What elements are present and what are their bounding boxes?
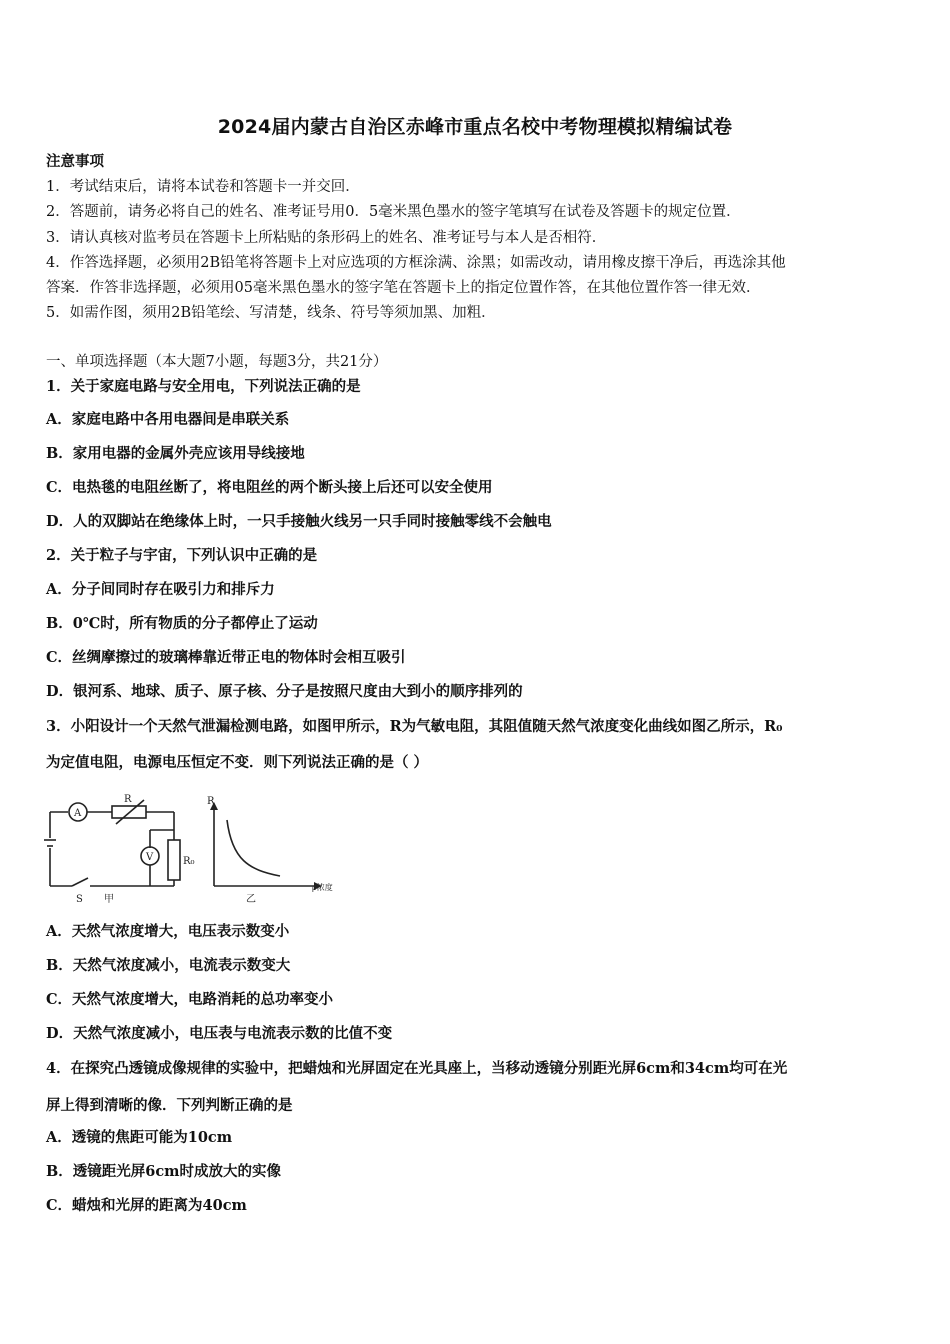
question-option: C．蜡烛和光屏的距离为40cm [46,1197,247,1214]
circuit-figure [44,790,344,910]
question-stem: 4．在探究凸透镜成像规律的实验中，把蜡烛和光屏固定在光具座上，当移动透镜分别距光屏6cm和34cm均可在光 [46,1060,788,1077]
question-option: A．天然气浓度增大，电压表示数变小 [46,923,290,940]
question-stem: 1．关于家庭电路与安全用电，下列说法正确的是 [46,378,361,395]
question-option: A．分子间同时存在吸引力和排斥力 [46,581,275,598]
resistor-r0-symbol [168,840,180,880]
resistor-r0-label: R₀ [183,856,195,867]
resistance-curve [227,820,280,876]
graph-y-label: R [207,796,215,807]
page-title: 2024届内蒙古自治区赤峰市重点名校中考物理模拟精编试卷 [217,116,733,138]
question-option: C．丝绸摩擦过的玻璃棒靠近带正电的物体时会相互吸引 [46,649,406,666]
question-option: D．天然气浓度减小，电压表与电流表示数的比值不变 [46,1025,393,1042]
graph-x-label: ρ浓度 [312,883,333,892]
question-option: D．银河系、地球、质子、原子核、分子是按照尺度由大到小的顺序排列的 [46,683,523,700]
figure-b-label: 乙 [246,894,256,905]
question-option: D．人的双脚站在绝缘体上时，一只手接触火线另一只手同时接触零线不会触电 [46,513,552,530]
question-option: B．家用电器的金属外壳应该用导线接地 [46,445,305,462]
switch-symbol [72,878,88,886]
notice-item: 2．答题前，请务必将自己的姓名、准考证号用0．5毫米黑色墨水的签字笔填写在试卷及答题卡的规定位置． [46,204,741,220]
notice-item: 4．作答选择题，必须用2B铅笔将答题卡上对应选项的方框涂满、涂黑；如需改动，请用橡皮擦干净后，再选涂其他 [46,255,786,271]
question-stem: 2．关于粒子与宇宙，下列认识中正确的是 [46,547,318,564]
question-option: B．0℃时，所有物质的分子都停止了运动 [46,615,318,632]
question-option: A．透镜的焦距可能为10cm [46,1129,233,1146]
figure-a-label: 甲 [104,894,114,905]
resistor-r-label: R [124,794,132,805]
notice-heading: 注意事项 [46,153,104,170]
question-stem: 屏上得到清晰的像．下列判断正确的是 [46,1097,293,1114]
notice-item: 3．请认真核对监考员在答题卡上所粘贴的条形码上的姓名、准考证号与本人是否相符． [46,230,607,246]
switch-label: S [76,894,83,905]
question-option: C．天然气浓度增大，电路消耗的总功率变小 [46,991,334,1008]
question-option: C．电热毯的电阻丝断了，将电阻丝的两个断头接上后还可以安全使用 [46,479,493,496]
question-stem: 为定值电阻，电源电压恒定不变．则下列说法正确的是（ ） [46,754,429,771]
notice-item: 答案．作答非选择题，必须用05毫米黑色墨水的签字笔在答题卡上的指定位置作答，在其他位置作答一律无效． [46,280,761,296]
voltmeter-label: V [146,852,154,863]
notice-item: 5．如需作图，须用2B铅笔绘、写清楚，线条、符号等须加黑、加粗． [46,305,496,321]
question-option: B．透镜距光屏6cm时成放大的实像 [46,1163,282,1180]
ammeter-label: A [74,808,82,819]
question-option: A．家庭电路中各用电器间是串联关系 [46,411,290,428]
section-heading: 一、单项选择题（本大题7小题，每题3分，共21分） [46,354,388,370]
question-option: B．天然气浓度减小，电流表示数变大 [46,957,291,974]
question-stem: 3．小阳设计一个天然气泄漏检测电路，如图甲所示，R为气敏电阻，其阻值随天然气浓度变化曲线如图乙所示，R₀ [46,718,783,735]
notice-item: 1．考试结束后，请将本试卷和答题卡一并交回． [46,179,360,195]
